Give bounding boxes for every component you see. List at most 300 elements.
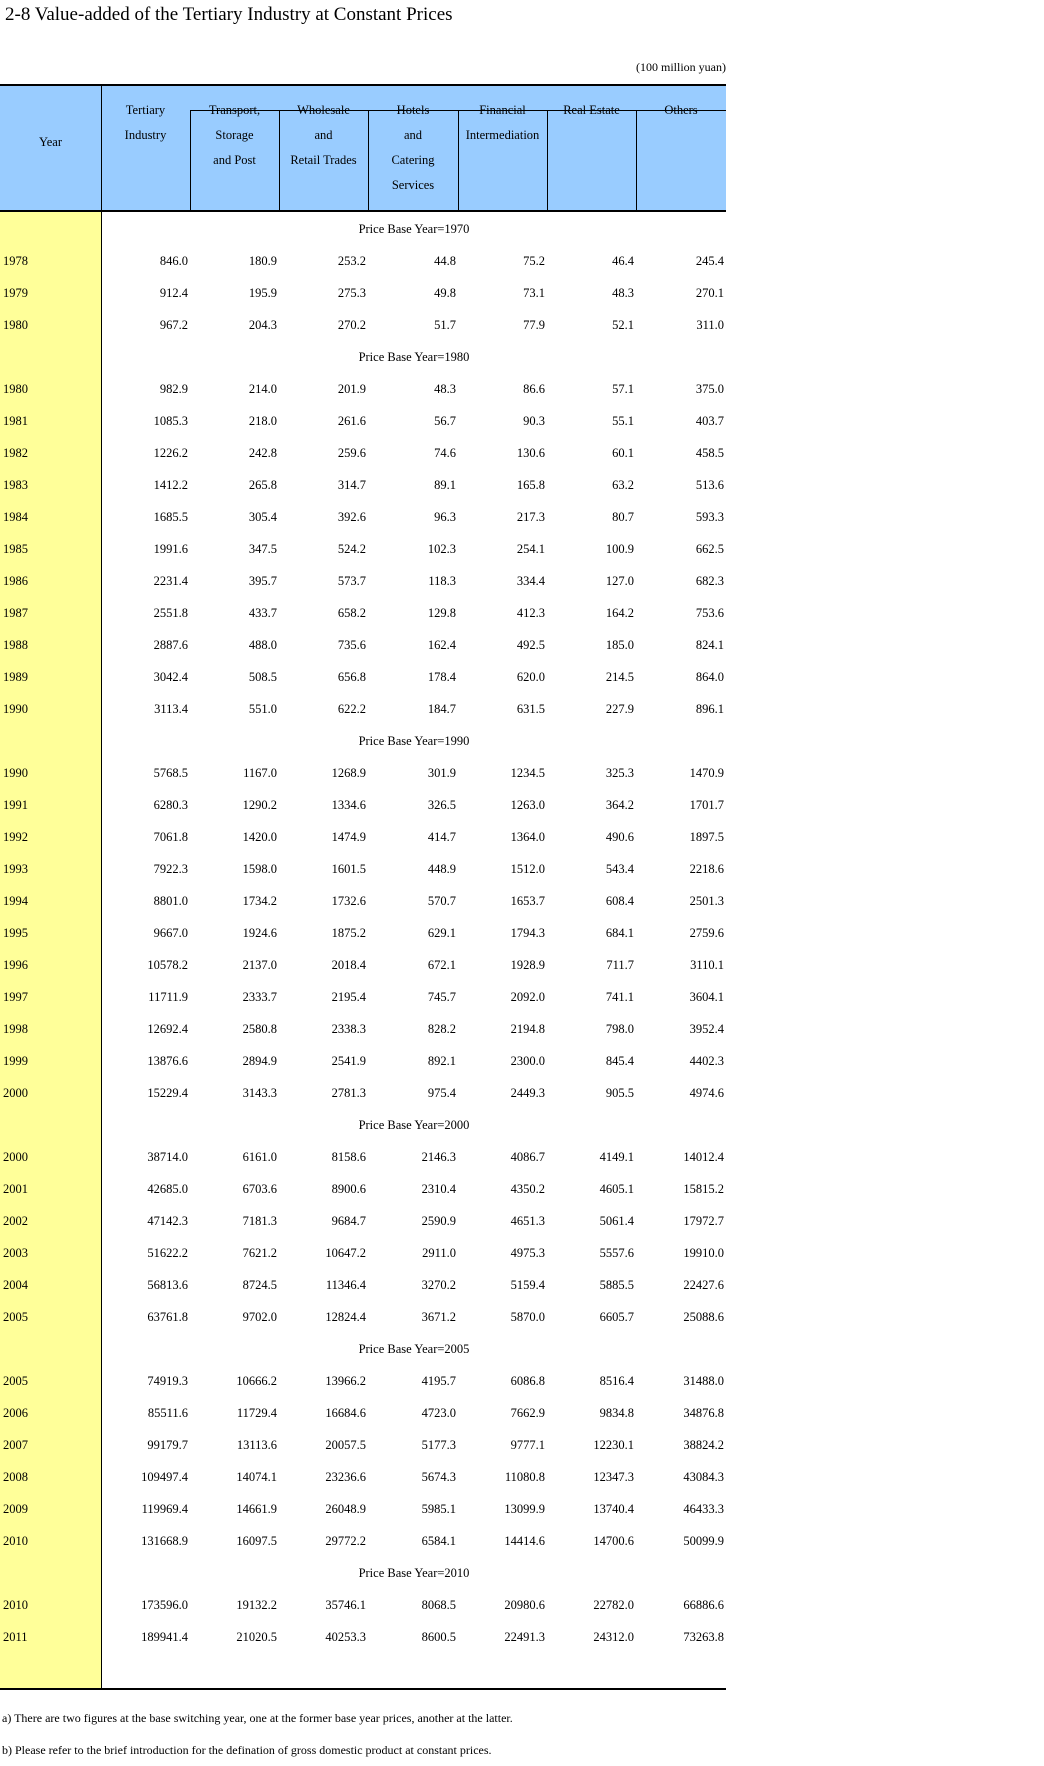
value-cell: 56.7 [434,414,456,428]
table-row [0,564,726,596]
value-cell: 1897.5 [689,830,724,844]
value-cell: 51.7 [434,318,456,332]
value-cell: 38824.2 [683,1438,724,1452]
value-cell: 2231.4 [153,574,188,588]
value-cell: 8068.5 [421,1598,456,1612]
table-row [0,404,726,436]
value-cell: 2146.3 [421,1150,456,1164]
footnotes [2,1702,513,1766]
value-cell: 1085.3 [153,414,188,428]
column-divider [547,110,548,210]
value-cell: 488.0 [248,638,277,652]
table-row [0,756,726,788]
value-cell: 1928.9 [510,958,545,972]
value-cell: 905.5 [605,1086,634,1100]
section-row [0,212,726,244]
value-cell: 14012.4 [683,1150,724,1164]
value-cell: 433.7 [248,606,277,620]
year-cell: 2011 [3,1630,28,1644]
year-cell: 1997 [3,990,28,1004]
table-row [0,1140,726,1172]
section-label: Price Base Year=1970 [358,222,470,236]
table-row [0,788,726,820]
value-cell: 16684.6 [325,1406,366,1420]
value-cell: 1875.2 [331,926,366,940]
value-cell: 3604.1 [689,990,724,1004]
value-cell: 25088.6 [683,1310,724,1324]
value-cell: 975.4 [427,1086,456,1100]
value-cell: 73.1 [523,286,545,300]
table-row [0,596,726,628]
value-cell: 5557.6 [599,1246,634,1260]
value-cell: 178.4 [427,670,456,684]
year-cell: 2000 [3,1086,28,1100]
value-cell: 735.6 [337,638,366,652]
value-cell: 2018.4 [331,958,366,972]
header-financial: Financial Intermediation [465,103,540,142]
value-cell: 13113.6 [236,1438,277,1452]
value-cell: 9702.0 [242,1310,277,1324]
table-row [0,1492,726,1524]
value-cell: 90.3 [523,414,545,428]
value-cell: 1420.0 [242,830,277,844]
year-cell: 1986 [3,574,28,588]
value-cell: 4605.1 [599,1182,634,1196]
value-cell: 2137.0 [242,958,277,972]
value-cell: 119969.4 [141,1502,188,1516]
table-row [0,1204,726,1236]
header-wholesale: Wholesale and Retail Trades [290,103,357,167]
year-cell: 1980 [3,318,28,332]
value-cell: 3113.4 [154,702,188,716]
table-row [0,948,726,980]
value-cell: 38714.0 [147,1150,188,1164]
value-cell: 682.3 [695,574,724,588]
year-cell: 2009 [3,1502,28,1516]
year-cell: 1979 [3,286,28,300]
value-cell: 5870.0 [510,1310,545,1324]
section-row [0,1332,726,1364]
value-cell: 753.6 [695,606,724,620]
value-cell: 828.2 [427,1022,456,1036]
value-cell: 46433.3 [683,1502,724,1516]
table-row [0,1236,726,1268]
value-cell: 1794.3 [510,926,545,940]
value-cell: 129.8 [427,606,456,620]
value-cell: 326.5 [427,798,456,812]
year-cell: 1992 [3,830,28,844]
unit-label: (100 million yuan) [636,60,726,74]
value-cell: 1263.0 [510,798,545,812]
year-cell: 1999 [3,1054,28,1068]
value-cell: 254.1 [516,542,545,556]
value-cell: 543.4 [605,862,634,876]
value-cell: 1474.9 [331,830,366,844]
value-cell: 23236.6 [325,1470,366,1484]
value-cell: 448.9 [427,862,456,876]
year-cell: 2008 [3,1470,28,1484]
value-cell: 2218.6 [689,862,724,876]
table-row [0,1396,726,1428]
value-cell: 14074.1 [236,1470,277,1484]
value-cell: 395.7 [248,574,277,588]
value-cell: 347.5 [248,542,277,556]
value-cell: 912.4 [159,286,188,300]
year-cell: 1991 [3,798,28,812]
section-row [0,724,726,756]
section-label: Price Base Year=2005 [358,1342,470,1356]
value-cell: 662.5 [695,542,724,556]
table-row [0,1268,726,1300]
section-row [0,1556,726,1588]
value-cell: 7922.3 [153,862,188,876]
value-cell: 798.0 [605,1022,634,1036]
value-cell: 845.4 [605,1054,634,1068]
year-cell: 2010 [3,1534,28,1548]
year-cell: 1983 [3,478,28,492]
table-row [0,1524,726,1556]
value-cell: 185.0 [605,638,634,652]
year-cell: 1978 [3,254,28,268]
value-cell: 189941.4 [141,1630,188,1644]
value-cell: 1734.2 [242,894,277,908]
year-cell: 2005 [3,1310,28,1324]
bottom-rule [0,1688,726,1690]
value-cell: 17972.7 [683,1214,724,1228]
value-cell: 403.7 [695,414,724,428]
header-others: Others [664,103,698,117]
value-cell: 375.0 [695,382,724,396]
table-row [0,372,726,404]
value-cell: 622.2 [337,702,366,716]
value-cell: 6086.8 [510,1374,545,1388]
value-cell: 1226.2 [153,446,188,460]
value-cell: 55.1 [612,414,634,428]
value-cell: 8600.5 [421,1630,456,1644]
value-cell: 334.4 [516,574,545,588]
value-cell: 15229.4 [147,1086,188,1100]
value-cell: 130.6 [516,446,545,460]
column-divider [636,110,637,210]
value-cell: 63.2 [612,478,634,492]
value-cell: 4149.1 [599,1150,634,1164]
value-cell: 629.1 [427,926,456,940]
value-cell: 5985.1 [421,1502,456,1516]
value-cell: 11711.9 [148,990,188,1004]
section-label: Price Base Year=1980 [358,350,470,364]
value-cell: 1732.6 [331,894,366,908]
value-cell: 74919.3 [147,1374,188,1388]
value-cell: 29772.2 [325,1534,366,1548]
value-cell: 3143.3 [242,1086,277,1100]
year-cell: 2010 [3,1598,28,1612]
value-cell: 86.6 [523,382,545,396]
value-cell: 492.5 [516,638,545,652]
value-cell: 80.7 [612,510,634,524]
value-cell: 43084.3 [683,1470,724,1484]
value-cell: 16097.5 [236,1534,277,1548]
value-cell: 305.4 [248,510,277,524]
value-cell: 227.9 [605,702,634,716]
year-cell: 1981 [3,414,28,428]
value-cell: 414.7 [427,830,456,844]
value-cell: 2501.3 [689,894,724,908]
value-cell: 12824.4 [325,1310,366,1324]
value-cell: 13966.2 [325,1374,366,1388]
value-cell: 1167.0 [243,766,277,780]
value-cell: 4974.6 [689,1086,724,1100]
value-cell: 245.4 [695,254,724,268]
value-cell: 22491.3 [504,1630,545,1644]
year-cell: 1982 [3,446,28,460]
value-cell: 2894.9 [242,1054,277,1068]
value-cell: 270.1 [695,286,724,300]
page-title: 2-8 Value-added of the Tertiary Industry at Constant Prices [5,4,453,25]
value-cell: 51622.2 [147,1246,188,1260]
top-rule [0,84,726,86]
table-row [0,1076,726,1108]
value-cell: 458.5 [695,446,724,460]
value-cell: 217.3 [516,510,545,524]
value-cell: 52.1 [612,318,634,332]
value-cell: 5674.3 [421,1470,456,1484]
value-cell: 12347.3 [593,1470,634,1484]
value-cell: 11346.4 [325,1278,366,1292]
value-cell: 75.2 [523,254,545,268]
value-cell: 846.0 [159,254,188,268]
section-label: Price Base Year=1990 [358,734,470,748]
value-cell: 4350.2 [510,1182,545,1196]
value-cell: 2781.3 [331,1086,366,1100]
value-cell: 22427.6 [683,1278,724,1292]
value-cell: 5159.4 [510,1278,545,1292]
table-row [0,1588,726,1620]
value-cell: 13876.6 [147,1054,188,1068]
year-cell: 2003 [3,1246,28,1260]
table-row [0,628,726,660]
value-cell: 6605.7 [599,1310,634,1324]
value-cell: 109497.4 [141,1470,188,1484]
value-cell: 490.6 [605,830,634,844]
value-cell: 8724.5 [242,1278,277,1292]
value-cell: 57.1 [612,382,634,396]
value-cell: 684.1 [605,926,634,940]
section-label: Price Base Year=2000 [358,1118,470,1132]
value-cell: 311.0 [696,318,724,332]
value-cell: 96.3 [434,510,456,524]
value-cell: 4651.3 [510,1214,545,1228]
year-cell: 2004 [3,1278,28,1292]
value-cell: 201.9 [337,382,366,396]
table-row [0,1172,726,1204]
value-cell: 508.5 [248,670,277,684]
table-row [0,1364,726,1396]
value-cell: 5768.5 [153,766,188,780]
value-cell: 14700.6 [593,1534,634,1548]
value-cell: 524.2 [337,542,366,556]
value-cell: 259.6 [337,446,366,460]
value-cell: 2590.9 [421,1214,456,1228]
value-cell: 19910.0 [683,1246,724,1260]
value-cell: 1268.9 [331,766,366,780]
value-cell: 7621.2 [242,1246,277,1260]
header-year: Year [38,135,63,149]
year-cell: 1988 [3,638,28,652]
value-cell: 631.5 [516,702,545,716]
header-transport: Transport, Storage and Post [208,103,261,167]
value-cell: 13740.4 [593,1502,634,1516]
value-cell: 44.8 [434,254,456,268]
value-cell: 180.9 [248,254,277,268]
header-real-estate: Real Estate [563,103,620,117]
section-row [0,340,726,372]
value-cell: 8900.6 [331,1182,366,1196]
value-cell: 325.3 [605,766,634,780]
value-cell: 1598.0 [242,862,277,876]
value-cell: 35746.1 [325,1598,366,1612]
value-cell: 100.9 [605,542,634,556]
value-cell: 275.3 [337,286,366,300]
value-cell: 56813.6 [147,1278,188,1292]
value-cell: 48.3 [434,382,456,396]
value-cell: 214.5 [605,670,634,684]
value-cell: 1991.6 [153,542,188,556]
value-cell: 8801.0 [153,894,188,908]
value-cell: 741.1 [605,990,634,1004]
value-cell: 2887.6 [153,638,188,652]
value-cell: 1512.0 [510,862,545,876]
value-cell: 1470.9 [689,766,724,780]
year-cell: 2002 [3,1214,28,1228]
value-cell: 12230.1 [593,1438,634,1452]
year-cell: 2001 [3,1182,28,1196]
value-cell: 102.3 [427,542,456,556]
value-cell: 89.1 [434,478,456,492]
value-cell: 173596.0 [141,1598,188,1612]
value-cell: 824.1 [695,638,724,652]
value-cell: 14661.9 [236,1502,277,1516]
value-cell: 2759.6 [689,926,724,940]
value-cell: 10666.2 [236,1374,277,1388]
value-cell: 22782.0 [593,1598,634,1612]
value-cell: 551.0 [248,702,277,716]
value-cell: 982.9 [159,382,188,396]
year-cell: 1985 [3,542,28,556]
value-cell: 20057.5 [325,1438,366,1452]
value-cell: 1234.5 [510,766,545,780]
value-cell: 658.2 [337,606,366,620]
value-cell: 2541.9 [331,1054,366,1068]
value-cell: 6161.0 [242,1150,277,1164]
value-cell: 31488.0 [683,1374,724,1388]
value-cell: 4975.3 [510,1246,545,1260]
value-cell: 12692.4 [147,1022,188,1036]
value-cell: 19132.2 [236,1598,277,1612]
table-row [0,1620,726,1652]
table-row [0,1300,726,1332]
value-cell: 77.9 [523,318,545,332]
value-cell: 9777.1 [510,1438,545,1452]
section-label: Price Base Year=2010 [358,1566,470,1580]
value-cell: 5885.5 [599,1278,634,1292]
value-cell: 46.4 [612,254,634,268]
value-cell: 967.2 [159,318,188,332]
value-cell: 14414.6 [504,1534,545,1548]
value-cell: 570.7 [427,894,456,908]
value-cell: 60.1 [612,446,634,460]
value-cell: 2551.8 [153,606,188,620]
table-row [0,692,726,724]
value-cell: 1364.0 [510,830,545,844]
value-cell: 99179.7 [147,1438,188,1452]
value-cell: 1412.2 [153,478,188,492]
value-cell: 204.3 [248,318,277,332]
table-row [0,244,726,276]
value-cell: 3270.2 [421,1278,456,1292]
value-cell: 66886.6 [683,1598,724,1612]
value-cell: 745.7 [427,990,456,1004]
value-cell: 1290.2 [242,798,277,812]
value-cell: 3952.4 [689,1022,724,1036]
value-cell: 10578.2 [147,958,188,972]
value-cell: 24312.0 [593,1630,634,1644]
footnote: b) Please refer to the brief introduction for the defination of gross domestic product at constant prices. [2,1743,492,1757]
value-cell: 3671.2 [421,1310,456,1324]
data-table [0,84,726,1690]
header-tertiary: Tertiary Industry [124,103,167,142]
header-hotels: Hotels and Catering Services [391,103,435,192]
value-cell: 127.0 [605,574,634,588]
value-cell: 49.8 [434,286,456,300]
value-cell: 7061.8 [153,830,188,844]
value-cell: 50099.9 [683,1534,724,1548]
value-cell: 21020.5 [236,1630,277,1644]
value-cell: 9684.7 [331,1214,366,1228]
section-row [0,1108,726,1140]
value-cell: 4195.7 [421,1374,456,1388]
value-cell: 184.7 [427,702,456,716]
value-cell: 2092.0 [510,990,545,1004]
value-cell: 6584.1 [421,1534,456,1548]
value-cell: 364.2 [605,798,634,812]
footnote: a) There are two figures at the base switching year, one at the former base year prices, another at the latter. [2,1711,513,1725]
value-cell: 3042.4 [153,670,188,684]
value-cell: 7181.3 [242,1214,277,1228]
value-cell: 896.1 [695,702,724,716]
value-cell: 2449.3 [510,1086,545,1100]
value-cell: 1653.7 [510,894,545,908]
value-cell: 7662.9 [510,1406,545,1420]
value-cell: 42685.0 [147,1182,188,1196]
value-cell: 85511.6 [147,1406,188,1420]
value-cell: 2310.4 [421,1182,456,1196]
value-cell: 6703.6 [242,1182,277,1196]
value-cell: 3110.1 [690,958,724,972]
value-cell: 73263.8 [683,1630,724,1644]
value-cell: 2911.0 [422,1246,456,1260]
value-cell: 2194.8 [510,1022,545,1036]
value-cell: 864.0 [695,670,724,684]
value-cell: 214.0 [248,382,277,396]
table-row [0,1044,726,1076]
value-cell: 63761.8 [147,1310,188,1324]
value-cell: 2333.7 [242,990,277,1004]
value-cell: 242.8 [248,446,277,460]
value-cell: 2580.8 [242,1022,277,1036]
year-cell: 1995 [3,926,28,940]
value-cell: 656.8 [337,670,366,684]
value-cell: 253.2 [337,254,366,268]
